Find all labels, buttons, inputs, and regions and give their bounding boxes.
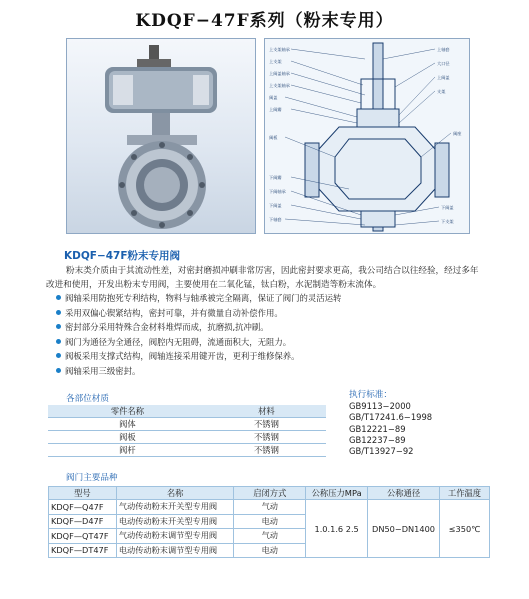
drawing-label: 阀座 bbox=[453, 131, 462, 136]
feature-item: 密封部分采用特殊合金材料堆焊而成，抗磨损,抗冲刷。 bbox=[56, 320, 486, 335]
column-header: 型号 bbox=[49, 487, 117, 500]
drawing-label: 上轴套 bbox=[437, 47, 450, 52]
feature-item: 阀门为通径为全通径，阀腔内无阻碍，流通面积大，无阻力。 bbox=[56, 335, 486, 350]
column-header: 启闭方式 bbox=[234, 487, 306, 500]
column-header: 材料 bbox=[207, 405, 326, 418]
products-table bbox=[48, 486, 490, 558]
table-cell: 电动传动粉末开关型专用阀 bbox=[116, 514, 234, 529]
drawing-label: 阀板 bbox=[269, 135, 278, 140]
feature-item: 采用双偏心锲紧结构，密封可靠，并有微量自动补偿作用。 bbox=[56, 306, 486, 321]
section-title: KDQF−47F粉末专用阀 bbox=[64, 250, 181, 262]
drawing-label: 上阀盖轴承 bbox=[269, 71, 290, 76]
drawing-label: 大口径 bbox=[437, 61, 450, 66]
table-header-row bbox=[49, 487, 490, 500]
drawing-label: 支架 bbox=[437, 89, 446, 94]
table-row bbox=[48, 418, 326, 431]
standards-list bbox=[349, 401, 432, 457]
column-header: 公称压力MPa bbox=[306, 487, 368, 500]
drawing-label: 下阀轴承 bbox=[269, 189, 286, 194]
table-cell: 电动 bbox=[234, 543, 306, 558]
temperature-cell: ≤350℃ bbox=[440, 500, 490, 558]
table-cell: KDQF—QT47F bbox=[49, 529, 117, 544]
table-cell: KDQF—D47F bbox=[49, 514, 117, 529]
drawing-label: 上支架轴承 bbox=[269, 83, 290, 88]
standard-item: GB12237−89 bbox=[349, 434, 406, 445]
table-cell: KDQF—DT47F bbox=[49, 543, 117, 558]
feature-item: 阀轴采用三级密封。 bbox=[56, 364, 486, 379]
page-title: KDQF−47F系列（粉末专用） bbox=[135, 11, 394, 31]
feature-item: 阀轴采用防抱死专利结构，物料与轴承被完全隔离，保证了阀门的灵活运转 bbox=[56, 291, 486, 306]
table-cell: 不锈钢 bbox=[207, 418, 326, 431]
table-cell: 不锈钢 bbox=[207, 444, 326, 457]
standard-item: GB12221−89 bbox=[349, 423, 406, 434]
standard-item: GB9113−2000 bbox=[349, 401, 411, 411]
table-cell: 阀板 bbox=[48, 431, 207, 444]
drawing-label: 下阀瓣 bbox=[269, 175, 282, 180]
feature-list bbox=[56, 291, 486, 379]
drawing-label: 下支架 bbox=[441, 219, 454, 224]
table-cell: 气动传动粉末调节型专用阀 bbox=[116, 529, 234, 544]
drawing-label: 下阀盖 bbox=[441, 205, 454, 210]
intro-text: 粉末类介质由于其流动性差，对密封磨损冲刷非常厉害，因此密封要求更高，我公司结合以往经验，经过多年改进和使用，开发出粉末专用阀，主要使用在二氧化锰，钛白粉，水泥制造等粉末流体。 bbox=[46, 266, 479, 290]
standard-item: GB/T17241.6−1998 bbox=[349, 412, 433, 423]
table-cell: KDQF—Q47F bbox=[49, 500, 117, 515]
table-cell: 电动传动粉末调节型专用阀 bbox=[116, 543, 234, 558]
table-cell: 电动 bbox=[234, 514, 306, 529]
materials-title: 各部位材质 bbox=[66, 394, 109, 404]
feature-item: 阀板采用支撑式结构，阀轴连接采用键开齿，更利于维修保养。 bbox=[56, 349, 486, 364]
column-header: 公称通径 bbox=[368, 487, 440, 500]
column-header: 名称 bbox=[116, 487, 234, 500]
products-title: 阀门主要品种 bbox=[66, 473, 118, 483]
valve-section-drawing bbox=[264, 38, 470, 234]
table-header-row bbox=[48, 405, 326, 418]
column-header: 零件名称 bbox=[48, 405, 207, 418]
valve-photo bbox=[66, 38, 256, 234]
table-cell: 阀体 bbox=[48, 418, 207, 431]
pressure-cell: 1.0.1.6 2.5 bbox=[306, 500, 368, 558]
drawing-label: 上阀瓣 bbox=[269, 107, 282, 112]
drawing-label: 下轴套 bbox=[269, 217, 282, 222]
section-drawing-graphic bbox=[265, 39, 470, 234]
table-cell: 阀杆 bbox=[48, 444, 207, 457]
nominal-cell: DN50−DN1400 bbox=[368, 500, 440, 558]
table-row bbox=[48, 444, 326, 457]
table-cell: 不锈钢 bbox=[207, 431, 326, 444]
table-row bbox=[48, 431, 326, 444]
column-header: 工作温度 bbox=[440, 487, 490, 500]
table-row bbox=[49, 500, 490, 515]
standards-title: 执行标准： bbox=[349, 390, 392, 400]
drawing-label: 上阀盖 bbox=[437, 75, 450, 80]
standard-item: GB/T13927−92 bbox=[349, 446, 414, 457]
drawing-label: 上支架 bbox=[269, 59, 282, 64]
drawing-label: 上支架轴承 bbox=[269, 47, 290, 52]
table-cell: 气动 bbox=[234, 500, 306, 515]
valve-photo-graphic bbox=[67, 39, 256, 234]
table-cell: 气动传动粉末开关型专用阀 bbox=[116, 500, 234, 515]
table-cell: 气动 bbox=[234, 529, 306, 544]
drawing-label: 下阀盖 bbox=[269, 203, 282, 208]
materials-table bbox=[48, 405, 326, 457]
drawing-label: 阀盖 bbox=[269, 95, 278, 100]
